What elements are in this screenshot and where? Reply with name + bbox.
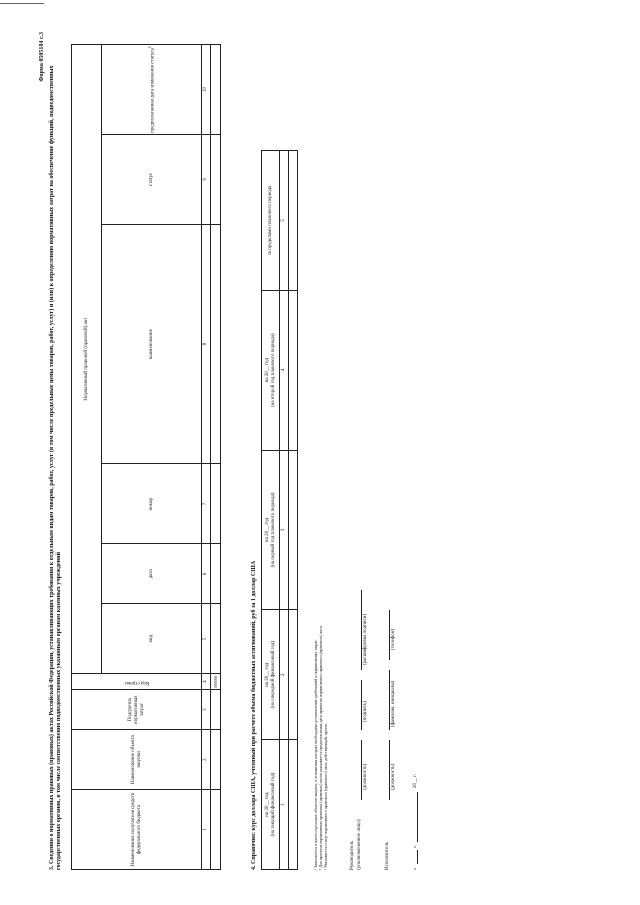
section3-title: 3. Сведения о нормативных правовых (правовых) актах Российской Федерации, устанавливающих требования к отдельным видам товаров, работ, услуг (в том числе предельные цены товаров, работ, услуг) и (или) к определению нормативных затрат на обеспечение функций, подведомственных государственных органов, в том числе соответственно подведомственных указанным органам казенных учреждений xyxy=(49,65,62,870)
col-object: Наименование объекта закупки xyxy=(72,730,202,790)
usd-beyond: за пределами планового периода xyxy=(262,151,280,291)
col-status: статус xyxy=(102,134,202,224)
form-code: Форма 0505184 с.3 xyxy=(39,32,45,82)
data-cell[interactable] xyxy=(289,151,298,291)
num-cell: 8 xyxy=(202,224,211,464)
footnote-1: ¹ Заполняется в части отдельных объектов закупок, в отношении которых необходимо установление требований и нормативных затрат. xyxy=(313,639,318,870)
usd-plan-year-2 xyxy=(262,290,280,450)
col-date: дата xyxy=(102,544,202,604)
executor-position-line[interactable] xyxy=(389,740,390,800)
num-cell: 5 xyxy=(280,151,289,291)
data-cell[interactable] xyxy=(211,224,221,464)
usd-plan-year-1 xyxy=(262,450,280,610)
date-close-quote: » xyxy=(413,845,418,848)
usd-current-year xyxy=(262,740,280,870)
num-cell: 2 xyxy=(202,730,211,790)
document-sheet xyxy=(39,30,605,870)
num-cell: 5 xyxy=(202,604,211,674)
col-code-label: Код строки xyxy=(124,679,149,685)
col-recipient: Наименование получателя средств федерального бюджета xyxy=(72,790,202,870)
executor-label: Исполнитель xyxy=(385,842,390,870)
head-position-caption: (должность) xyxy=(363,763,368,790)
data-cell[interactable] xyxy=(211,604,221,674)
num-cell: 9 xyxy=(202,134,211,224)
data-cell[interactable] xyxy=(211,464,221,544)
usd-c2: на 20__ год xyxy=(264,662,270,687)
num-cell: 1 xyxy=(202,790,211,870)
head-sub: (уполномоченное лицо) xyxy=(357,819,362,870)
col-group: Подгруппа нормативных затрат xyxy=(72,690,202,730)
num-cell: 10 xyxy=(202,45,211,135)
usd-c1-sub: (на текущий финансовый год) xyxy=(270,772,276,837)
num-cell: 3 xyxy=(280,450,289,610)
usd-c1: на 20__ год xyxy=(264,792,270,817)
top-rule xyxy=(0,3,44,4)
data-cell[interactable] xyxy=(211,790,221,870)
executor-fio-caption: (фамилия, инициалы) xyxy=(391,680,396,727)
section4-table xyxy=(261,150,298,870)
data-cell[interactable] xyxy=(289,450,298,610)
col-change-date-label: предполагаемая дата изменения статуса xyxy=(150,48,156,133)
executor-phone-caption: (телефон) xyxy=(391,629,396,650)
head-label: Руководитель xyxy=(350,840,355,870)
data-cell[interactable] xyxy=(211,544,221,604)
executor-position-caption: (должность) xyxy=(391,763,396,790)
row-code-cell: 000000 xyxy=(211,674,221,690)
date-day-line[interactable] xyxy=(417,850,418,864)
section3-table xyxy=(71,44,221,870)
date-open-quote: « xyxy=(413,867,418,870)
date-month-line[interactable] xyxy=(417,792,418,842)
footnote-3: ³ Указывается статус нормативного правового (правового) акта: действующий, проект. xyxy=(323,722,328,870)
usd-next-year xyxy=(262,610,280,740)
footnote-mark: 1 xyxy=(146,46,152,49)
footnote-2: ² Для проектов нормативных правовых (правовых) актов указывается предполагаемая дата принятия нормативного правового (правового) акта. xyxy=(318,625,323,870)
num-cell: 1 xyxy=(280,740,289,870)
head-position-line[interactable] xyxy=(361,740,362,800)
num-cell: 4 xyxy=(280,290,289,450)
num-cell: 6 xyxy=(202,544,211,604)
data-cell[interactable] xyxy=(211,690,221,730)
num-cell: 4 xyxy=(202,674,211,690)
head-decoding-line[interactable] xyxy=(361,590,362,670)
num-cell: 2 xyxy=(280,610,289,740)
usd-c3: на 20__ год xyxy=(264,517,270,543)
data-cell[interactable] xyxy=(211,134,221,224)
usd-c2-sub: (на очередной финансовый год) xyxy=(270,640,276,709)
data-cell[interactable] xyxy=(289,290,298,450)
section4-title: 4. Справочно: курс доллара США, учтенный при расчете объема бюджетных ассигнований, руб за 1 доллар США xyxy=(251,560,257,870)
col-type: вид xyxy=(102,604,202,674)
head-decoding-caption: (расшифровка подписи) xyxy=(363,613,368,665)
num-cell: 7 xyxy=(202,464,211,544)
usd-c3-sub: (на первый год планового периода) xyxy=(270,492,276,568)
date-year: 20__ г. xyxy=(413,774,418,788)
col-npa: Нормативный правовой (правовой) акт xyxy=(72,45,102,674)
num-cell: 3 xyxy=(202,690,211,730)
usd-c4-sub: (на второй год планового периода) xyxy=(270,333,276,407)
col-name: наименование xyxy=(102,224,202,464)
col-code xyxy=(72,674,202,690)
footnotes xyxy=(313,150,328,870)
data-cell[interactable] xyxy=(289,610,298,740)
executor-phone-line[interactable] xyxy=(389,610,390,660)
data-cell[interactable] xyxy=(211,45,221,135)
col-number: номер xyxy=(102,464,202,544)
executor-fio-line[interactable] xyxy=(389,670,390,730)
data-cell[interactable] xyxy=(289,740,298,870)
head-signature-line[interactable] xyxy=(361,680,362,730)
col-change-date xyxy=(102,45,202,135)
head-signature-caption: (подпись) xyxy=(363,701,368,722)
usd-c4: на 20__ год xyxy=(264,358,270,383)
data-cell[interactable] xyxy=(211,730,221,790)
